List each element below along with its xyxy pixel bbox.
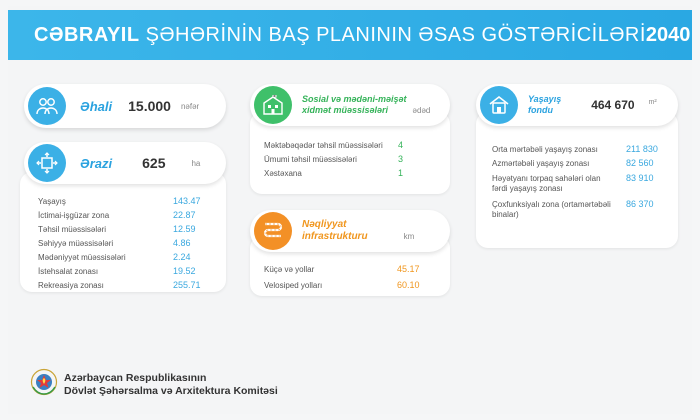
area-row-value: 12.59 xyxy=(173,224,196,234)
social-label-line1: Sosial və mədəni-məişət xyxy=(302,94,407,104)
transport-row-value: 60.10 xyxy=(397,280,420,290)
social-row-value: 1 xyxy=(398,168,404,178)
housing-row-label-line2: binalar) xyxy=(492,210,519,219)
population-unit: nəfər xyxy=(180,101,200,111)
population-pill xyxy=(24,84,226,128)
area-row-label: İstehsalat zonası xyxy=(38,267,99,276)
area-row-label: Təhsil müəssisələri xyxy=(38,225,107,234)
transport-label-line1: Nəqliyyat xyxy=(302,219,347,230)
transport-row-label: Küçə və yollar xyxy=(264,265,315,274)
social-pill xyxy=(250,84,450,126)
housing-row-label-line1: Həyətyanı torpaq sahələri olan xyxy=(492,174,601,183)
area-label: Ərazi xyxy=(80,155,113,171)
area-row-value: 143.47 xyxy=(173,196,201,206)
social-row-value: 4 xyxy=(398,140,404,150)
org-name-line2: Dövlət Şəhərsalma və Arxitektura Komitəsi xyxy=(64,385,278,397)
social-label-line2: xidmət müəssisələri xyxy=(302,105,389,115)
area-row-value: 4.86 xyxy=(173,238,191,248)
housing-row-label: Orta mərtəbəli yaşayış zonası xyxy=(492,145,598,154)
area-row-label: Yaşayış xyxy=(38,197,66,206)
housing-row-label-line1: Çoxfunksiyalı zona (ortamərtəbəli xyxy=(492,200,611,209)
year-label: 2040 xyxy=(645,23,691,46)
state-emblem-icon xyxy=(30,367,58,397)
transport-unit: km xyxy=(403,231,415,241)
area-icon xyxy=(28,144,66,182)
header-banner xyxy=(8,10,692,60)
area-row-label: Səhiyyə müəssisələri xyxy=(38,239,114,248)
population-icon xyxy=(28,87,66,125)
area-row-value: 19.52 xyxy=(173,266,196,276)
transport-row-value: 45.17 xyxy=(397,264,420,274)
housing-pill xyxy=(476,84,678,126)
page-title: CƏBRAYIL ŞƏHƏRİNİN BAŞ PLANININ ƏSAS GÖSTƏRİCİLƏRİ xyxy=(34,23,646,46)
area-row-label: Mədəniyyət müəssisələri xyxy=(38,253,126,262)
social-unit: ədəd xyxy=(412,105,431,115)
org-name-line1: Azərbaycan Respublikasının xyxy=(64,372,207,384)
population-value: 15.000 xyxy=(128,98,171,114)
social-row-label: Məktəbəqədər təhsil müəssisələri xyxy=(264,141,383,150)
housing-label-line2: fondu xyxy=(528,105,553,115)
housing-label-line1: Yaşayış xyxy=(528,94,562,104)
housing-row-value: 211 830 xyxy=(626,144,658,154)
housing-row-value: 83 910 xyxy=(626,173,654,183)
school-building-icon xyxy=(254,86,292,124)
housing-row-value: 82 560 xyxy=(626,158,654,168)
population-label: Əhali xyxy=(80,98,113,114)
housing-row-value: 86 370 xyxy=(626,199,654,209)
road-icon xyxy=(254,212,292,250)
housing-unit: m² xyxy=(648,98,657,106)
area-row-value: 22.87 xyxy=(173,210,196,220)
area-row-value: 2.24 xyxy=(173,252,191,262)
area-unit: ha xyxy=(191,158,201,168)
transport-row-label: Velosiped yolları xyxy=(264,281,323,290)
area-value: 625 xyxy=(142,155,166,171)
house-icon xyxy=(480,86,518,124)
area-row-value: 255.71 xyxy=(173,280,201,290)
social-row-label: Ümumi təhsil müəssisələri xyxy=(264,155,357,164)
area-pill xyxy=(24,142,226,184)
social-row-value: 3 xyxy=(398,154,404,164)
housing-value: 464 670 xyxy=(591,98,635,112)
area-row-label: Rekreasiya zonası xyxy=(38,281,104,290)
social-row-label: Xəstəxana xyxy=(264,169,302,178)
area-row-label: İctimai-işgüzar zona xyxy=(38,211,110,220)
transport-pill xyxy=(250,210,450,252)
housing-row-label-line2: fərdi yaşayış zonası xyxy=(492,184,563,193)
housing-row-label: Azmərtəbəli yaşayış zonası xyxy=(492,159,590,168)
transport-label-line2: infrastrukturu xyxy=(302,231,368,242)
